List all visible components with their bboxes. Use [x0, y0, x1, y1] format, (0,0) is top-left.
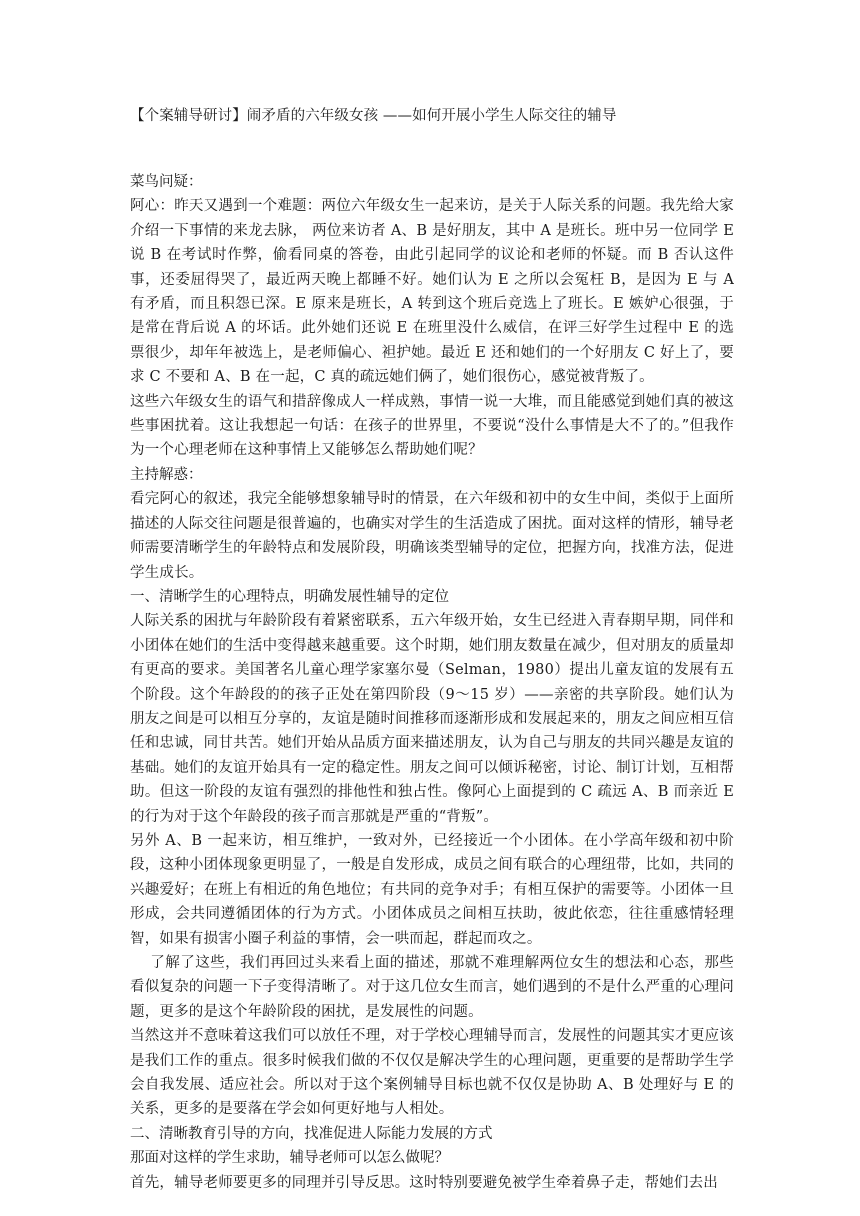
- paragraph-friendship-stages: 人际关系的困扰与年龄阶段有着紧密联系，五六年级开始，女生已经进入青春期早期，同伴和小团体在她们的生活中变得越来越重要。这个时期，她们朋友数量在减少，但对朋友的质量却有更高的要求。美国著名儿童心理学家塞尔曼（Selman，1980）提出儿童友谊的发展有五个阶段。这个年龄段的的孩子正处在第四阶段（9～15 岁）——亲密的共享阶段。她们认为朋友之间是可以相互分享的，友谊是随时间推移而逐渐形成和发展起来的，朋友之间应相互信任和忠诚，同甘共苦。她们开始从品质方面来描述朋友，认为自己与朋友的共同兴趣是友谊的基础。她们的友谊开始具有一定的稳定性。朋友之间可以倾诉秘密，讨论、制订计划，互相帮助。但这一阶段的友谊有强烈的排他性和独占性。像阿心上面提到的 C 疏远 A、B 而亲近 E 的行为对于这个年龄段的孩子而言那就是严重的“背叛”。: [130, 613, 734, 825]
- document-title: 【个案辅导研讨】闹矛盾的六年级女孩 ——如何开展小学生人际交往的辅导: [130, 108, 617, 124]
- blank-line: [130, 146, 734, 170]
- document-page: [130, 104, 734, 1195]
- heading-section-two: 二、清晰教育引导的方向，找准促进人际能力发展的方式: [130, 1125, 493, 1142]
- paragraph-host-intro: 看完阿心的叙述，我完全能够想象辅导时的情景，在六年级和初中的女生中间，类似于上面所描述的人际交往问题是很普遍的，也确实对学生的生活造成了困扰。面对这样的情形，辅导老师需要清晰学生的年龄特点和发展阶段，明确该类型辅导的定位，把握方向，找准方法，促进学生成长。: [130, 491, 734, 581]
- paragraph-small-groups: 另外 A、B 一起来访，相互维护，一致对外，已经接近一个小团体。在小学高年级和初中阶段，这种小团体现象更明显了，一般是自发形成，成员之间有联合的心理纽带，比如，共同的兴趣爱好；在班上有相近的角色地位；有共同的竞争对手；有相互保护的需要等。小团体一旦形成，会共同遵循团体的行为方式。小团体成员之间相互扶助，彼此依恋，往往重感情轻理智，如果有损害小圈子利益的事情，会一哄而起，群起而攻之。: [130, 832, 734, 947]
- section-label-newbie-question: 菜鸟问疑：: [130, 174, 203, 190]
- paragraph-understanding: 了解了这些，我们再回过头来看上面的描述，那就不难理解两位女生的想法和心态，那些看似复杂的问题一下子变得清晰了。对于这几位女生而言，她们遇到的不是什么严重的心理问题，更多的是这个年龄阶段的困扰，是发展性的问题。: [130, 955, 734, 1020]
- paragraph-question: 那面对这样的学生求助，辅导老师可以怎么做呢？: [130, 1150, 449, 1167]
- heading-section-one: 一、清晰学生的心理特点，明确发展性辅导的定位: [130, 588, 449, 605]
- section-label-host-answer: 主持解惑：: [130, 466, 203, 483]
- paragraph-developmental-focus: 当然这并不意味着这我们可以放任不理，对于学校心理辅导而言，发展性的问题其实才更应该是我们工作的重点。很多时候我们做的不仅仅是解决学生的心理问题，更重要的是帮助学生学会自我发展、适应社会。所以对于这个案例辅导目标也就不仅仅是协助 A、B 处理好与 E 的关系，更多的是要落在学会如何更好地与人相处。: [130, 1028, 734, 1118]
- paragraph-teacher-reflection: 这些六年级女生的语气和措辞像成人一样成熟，事情一说一大堆，而且能感觉到她们真的被这些事困扰着。这让我想起一句话：在孩子的世界里，不要说“没什么事情是大不了的。”但我作为一个心理老师在这种事情上又能够怎么帮助她们呢？: [130, 393, 734, 459]
- paragraph-first-step: 首先，辅导老师要更多的同理并引导反思。这时特别要避免被学生牵着鼻子走，帮她们去出: [130, 1174, 718, 1191]
- paragraph-case-description: 阿心：昨天又遇到一个难题：两位六年级女生一起来访，是关于人际关系的问题。我先给大家介绍一下事情的来龙去脉， 两位来访者 A、B 是好朋友，其中 A 是班长。班中另一位同学 E 说 B 在考试时作弊，偷看同桌的答卷，由此引起同学的议论和老师的怀疑。而 B 否认这件事，还委屈得哭了，最近两天晚上都睡不好。她们认为 E 之所以会冤枉 B，是因为 E 与 A 有矛盾，而且积怨已深。E 原来是班长，A 转到这个班后竞选上了班长。E 嫉妒心很强，于是常在背后说 A 的坏话。此外她们还说 E 在班里没什么威信，在评三好学生过程中 E 的选票很少，却年年被选上，是老师偏心、袒护她。最近 E 还和她们的一个好朋友 C 好上了，要求 C 不要和 A、B 在一起，C 真的疏远她们俩了，她们很伤心，感觉被背叛了。: [130, 198, 734, 386]
